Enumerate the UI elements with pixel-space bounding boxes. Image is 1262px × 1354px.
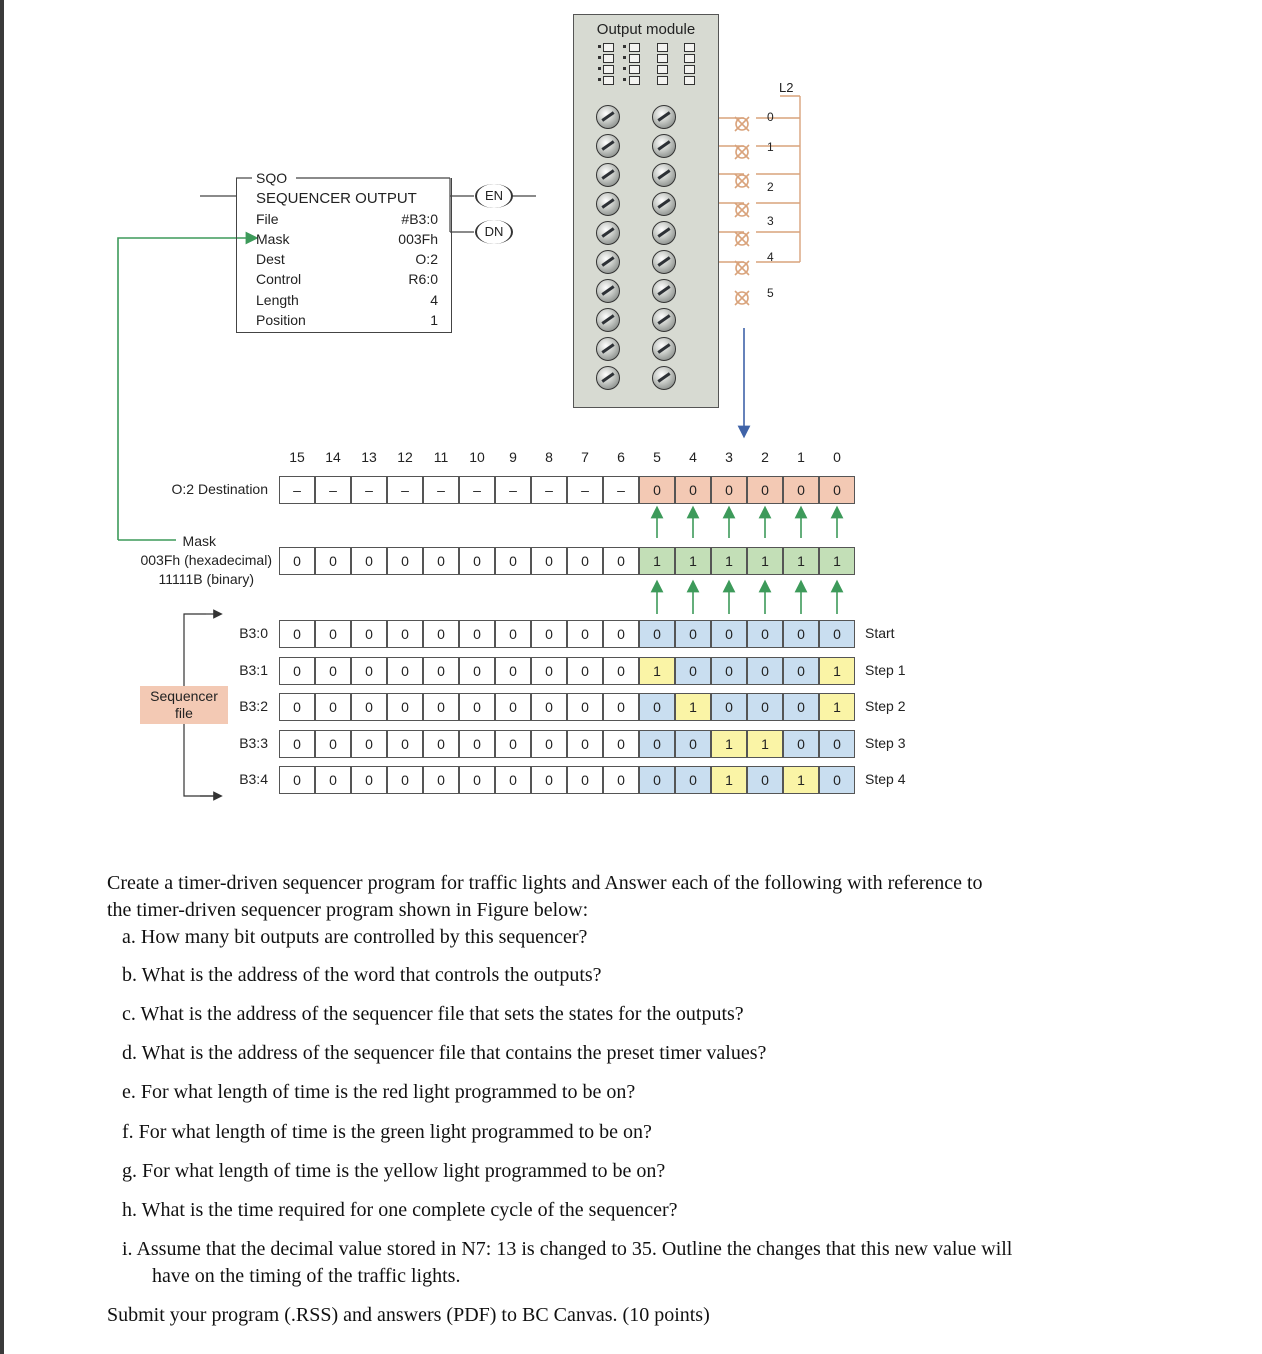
module-led (657, 65, 668, 74)
file-row-bit: 0 (279, 693, 315, 721)
coil-dn: DN (475, 220, 513, 244)
terminal-screw (652, 337, 676, 361)
file-row-address: B3:3 (239, 734, 268, 751)
bit-number: 5 (653, 449, 661, 465)
sqo-row-control: Control R6:0 (256, 271, 438, 287)
file-row-bit: 0 (459, 766, 495, 794)
sqo-title: SEQUENCER OUTPUT (256, 190, 417, 207)
bit-number: 6 (617, 449, 625, 465)
terminal-screw (652, 250, 676, 274)
mask-bit: 1 (639, 547, 675, 575)
file-row-bit: 0 (711, 657, 747, 685)
terminal-screw (596, 250, 620, 274)
file-row-bit: 0 (531, 620, 567, 648)
bit-number: 9 (509, 449, 517, 465)
file-row-bit: 1 (711, 730, 747, 758)
mask-bit: 0 (603, 547, 639, 575)
file-row-bit: 0 (387, 620, 423, 648)
file-row-bit: 1 (711, 766, 747, 794)
mask-binary-label: 11111B (binary) (158, 571, 254, 587)
mask-bit: 0 (423, 547, 459, 575)
terminal-screw (596, 134, 620, 158)
destination-bit: – (315, 476, 351, 504)
destination-bit: – (279, 476, 315, 504)
mask-bit: 1 (783, 547, 819, 575)
file-row-bit: 0 (279, 657, 315, 685)
lamp-symbols (735, 117, 749, 305)
output-module-title: Output module (596, 21, 696, 38)
mask-hex-label: 003Fh (hexadecimal) (140, 552, 272, 568)
lamp-label-2: 2 (767, 180, 774, 194)
destination-bit: 0 (711, 476, 747, 504)
sqo-row-mask: Mask 003Fh (256, 231, 438, 247)
file-row-step: Step 2 (865, 698, 906, 714)
terminal-screw (652, 163, 676, 187)
file-row-bit: 0 (315, 730, 351, 758)
module-led (684, 76, 695, 85)
bit-number: 1 (797, 449, 805, 465)
question-g: g. For what length of time is the yellow light programmed to be on? (122, 1160, 666, 1182)
lamp-supply-label: L2 (779, 80, 794, 95)
lamp-label-4: 4 (767, 250, 774, 264)
mask-bit: 1 (711, 547, 747, 575)
file-row-bit: 0 (567, 657, 603, 685)
destination-bit: 0 (747, 476, 783, 504)
sqo-tag: SQO (256, 170, 291, 186)
mask-bit: 1 (747, 547, 783, 575)
module-led (629, 76, 640, 85)
file-row-bit: 0 (387, 730, 423, 758)
bit-number: 2 (761, 449, 769, 465)
file-row-bit: 0 (387, 657, 423, 685)
file-row-address: B3:0 (239, 625, 268, 641)
file-row-bit: 0 (315, 620, 351, 648)
file-row-bit: 0 (423, 657, 459, 685)
bit-number: 15 (289, 449, 305, 465)
mask-bit: 0 (279, 547, 315, 575)
mask-bit: 1 (675, 547, 711, 575)
destination-bit: – (567, 476, 603, 504)
mask-bit: 0 (531, 547, 567, 575)
file-row-bit: 0 (495, 620, 531, 648)
bit-number: 10 (469, 449, 485, 465)
destination-bit: – (495, 476, 531, 504)
module-led (684, 65, 695, 74)
file-row-bit: 0 (819, 620, 855, 648)
module-led-dot (598, 45, 601, 48)
file-row-bit: 0 (639, 693, 675, 721)
file-row-bit: 0 (675, 620, 711, 648)
file-row-bit: 1 (783, 766, 819, 794)
lamp-label-3: 3 (767, 214, 774, 228)
bit-number: 12 (397, 449, 413, 465)
file-row-bit: 0 (567, 766, 603, 794)
terminal-screw (596, 308, 620, 332)
file-row-bit: 0 (567, 620, 603, 648)
module-led (629, 54, 640, 63)
submission-instructions: Submit your program (.RSS) and answers (PDF) to BC Canvas. (10 points) (107, 1304, 710, 1326)
file-row-bit: 0 (747, 766, 783, 794)
file-row-bit: 0 (315, 657, 351, 685)
file-row-bit: 1 (819, 693, 855, 721)
terminal-screw (652, 279, 676, 303)
file-row-bit: 0 (279, 730, 315, 758)
module-led-dot (623, 78, 626, 81)
file-row-bit: 0 (279, 620, 315, 648)
bit-number: 11 (433, 449, 449, 465)
lamp-label-0: 0 (767, 110, 774, 124)
destination-bit: 0 (639, 476, 675, 504)
lamp-label-5: 5 (767, 286, 774, 300)
sequencer-file-label: Sequencer file (140, 686, 228, 724)
file-row-bit: 0 (351, 766, 387, 794)
destination-bit: – (459, 476, 495, 504)
file-row-bit: 1 (639, 657, 675, 685)
file-row-bit: 0 (387, 693, 423, 721)
file-row-bit: 0 (495, 766, 531, 794)
file-row-bit: 0 (495, 657, 531, 685)
module-led (657, 43, 668, 52)
module-led-dot (623, 45, 626, 48)
bit-number: 3 (725, 449, 733, 465)
file-row-bit: 0 (711, 620, 747, 648)
module-led (684, 54, 695, 63)
file-row-bit: 0 (351, 730, 387, 758)
file-row-bit: 0 (675, 730, 711, 758)
file-row-bit: 0 (639, 766, 675, 794)
mask-bit: 0 (387, 547, 423, 575)
module-led-dot (623, 56, 626, 59)
terminal-screw (596, 192, 620, 216)
question-d: d. What is the address of the sequencer file that contains the preset timer values? (122, 1042, 767, 1064)
file-row-address: B3:4 (239, 771, 268, 787)
file-row-bit: 0 (567, 730, 603, 758)
sqo-row-file: File #B3:0 (256, 211, 438, 227)
destination-bit: – (387, 476, 423, 504)
mask-bit: 0 (459, 547, 495, 575)
bit-number: 4 (689, 449, 697, 465)
file-row-step: Step 1 (865, 661, 906, 678)
module-led (657, 76, 668, 85)
module-led-dot (598, 56, 601, 59)
file-row-bit: 0 (531, 766, 567, 794)
file-row-address: B3:1 (239, 661, 268, 678)
bit-number: 8 (545, 449, 553, 465)
destination-bit: – (603, 476, 639, 504)
file-row-bit: 0 (819, 766, 855, 794)
file-row-bit: 0 (783, 730, 819, 758)
module-led-dot (598, 67, 601, 70)
file-row-bit: 0 (495, 730, 531, 758)
terminal-screw (596, 163, 620, 187)
sqo-row-position: Position 1 (256, 312, 438, 328)
file-row-bit: 0 (675, 766, 711, 794)
mask-bit: 1 (819, 547, 855, 575)
file-to-mask-arrows (657, 586, 837, 614)
file-row-bit: 0 (423, 693, 459, 721)
terminal-screw (652, 366, 676, 390)
file-row-bit: 0 (351, 693, 387, 721)
module-led (684, 43, 695, 52)
question-intro-line-1: Create a timer-driven sequencer program for traffic lights and Answer each of the following with reference to (107, 872, 983, 894)
file-row-bit: 0 (315, 766, 351, 794)
terminal-screw (652, 192, 676, 216)
terminal-screw (596, 221, 620, 245)
question-i-line-1: i. Assume that the decimal value stored in N7: 13 is changed to 35. Outline the changes that this new value will (122, 1238, 1013, 1260)
bit-number: 13 (361, 449, 377, 465)
question-intro-line-2: the timer-driven sequencer program shown in Figure below: (107, 899, 589, 921)
destination-bit: – (423, 476, 459, 504)
file-row-step: Step 4 (865, 771, 906, 787)
bit-number: 14 (325, 449, 341, 465)
file-row-bit: 0 (531, 657, 567, 685)
file-row-bit: 0 (675, 657, 711, 685)
terminal-screw (596, 337, 620, 361)
file-row-bit: 0 (459, 693, 495, 721)
file-row-bit: 0 (603, 657, 639, 685)
file-row-bit: 0 (639, 730, 675, 758)
question-b: b. What is the address of the word that controls the outputs? (122, 964, 602, 986)
file-row-bit: 0 (423, 620, 459, 648)
bit-number: 7 (581, 449, 589, 465)
file-row-step: Start (865, 625, 895, 641)
module-led-dot (598, 78, 601, 81)
file-row-bit: 0 (639, 620, 675, 648)
file-row-bit: 0 (783, 693, 819, 721)
terminal-screw (652, 134, 676, 158)
destination-bit: – (531, 476, 567, 504)
mask-bit: 0 (567, 547, 603, 575)
mask-bit: 0 (495, 547, 531, 575)
file-row-bit: 0 (315, 693, 351, 721)
file-row-step: Step 3 (865, 734, 906, 751)
question-c: c. What is the address of the sequencer file that sets the states for the outputs? (122, 1003, 744, 1025)
question-i-line-2: have on the timing of the traffic lights. (152, 1265, 461, 1287)
module-led (603, 76, 614, 85)
destination-bit: – (351, 476, 387, 504)
file-row-bit: 1 (747, 730, 783, 758)
mask-to-dest-arrows (657, 512, 837, 538)
file-row-address: B3:2 (239, 698, 268, 714)
bit-number: 0 (833, 449, 841, 465)
module-led (657, 54, 668, 63)
file-row-bit: 0 (459, 620, 495, 648)
terminal-screw (596, 366, 620, 390)
file-row-bit: 0 (423, 766, 459, 794)
file-row-bit: 0 (495, 693, 531, 721)
terminal-screw (652, 105, 676, 129)
module-led (629, 43, 640, 52)
question-e: e. For what length of time is the red light programmed to be on? (122, 1081, 636, 1103)
sqo-row-length: Length 4 (256, 292, 438, 308)
file-row-bit: 0 (531, 730, 567, 758)
file-row-bit: 0 (603, 693, 639, 721)
file-row-bit: 0 (459, 657, 495, 685)
mask-label: Mask (182, 533, 216, 549)
file-row-bit: 0 (747, 693, 783, 721)
file-row-bit: 0 (603, 766, 639, 794)
file-row-bit: 1 (675, 693, 711, 721)
file-row-bit: 0 (387, 766, 423, 794)
output-module (573, 14, 719, 408)
sqo-row-dest: Dest O:2 (256, 251, 438, 267)
question-h: h. What is the time required for one complete cycle of the sequencer? (122, 1199, 678, 1221)
file-row-bit: 0 (711, 693, 747, 721)
question-a: a. How many bit outputs are controlled by this sequencer? (122, 926, 588, 948)
destination-bit: 0 (675, 476, 711, 504)
file-row-bit: 0 (819, 730, 855, 758)
destination-label: O:2 Destination (171, 481, 268, 497)
coil-en: EN (475, 184, 513, 208)
module-led (603, 54, 614, 63)
destination-bit: 0 (783, 476, 819, 504)
file-row-bit: 0 (567, 693, 603, 721)
module-led (603, 65, 614, 74)
file-row-bit: 0 (351, 620, 387, 648)
file-row-bit: 0 (603, 730, 639, 758)
file-row-bit: 0 (279, 766, 315, 794)
module-led (629, 65, 640, 74)
file-row-bit: 0 (351, 657, 387, 685)
file-row-bit: 0 (783, 657, 819, 685)
file-row-bit: 1 (819, 657, 855, 685)
file-row-bit: 0 (603, 620, 639, 648)
file-row-bit: 0 (747, 620, 783, 648)
mask-bit: 0 (315, 547, 351, 575)
file-row-bit: 0 (783, 620, 819, 648)
terminal-screw (652, 221, 676, 245)
terminal-screw (596, 105, 620, 129)
module-led-dot (623, 67, 626, 70)
file-row-bit: 0 (747, 657, 783, 685)
file-row-bit: 0 (459, 730, 495, 758)
file-row-bit: 0 (423, 730, 459, 758)
terminal-screw (596, 279, 620, 303)
destination-bit: 0 (819, 476, 855, 504)
module-led (603, 43, 614, 52)
mask-bit: 0 (351, 547, 387, 575)
file-row-bit: 0 (531, 693, 567, 721)
lamp-label-1: 1 (767, 140, 774, 154)
terminal-screw (652, 308, 676, 332)
question-f: f. For what length of time is the green light programmed to be on? (122, 1121, 652, 1143)
